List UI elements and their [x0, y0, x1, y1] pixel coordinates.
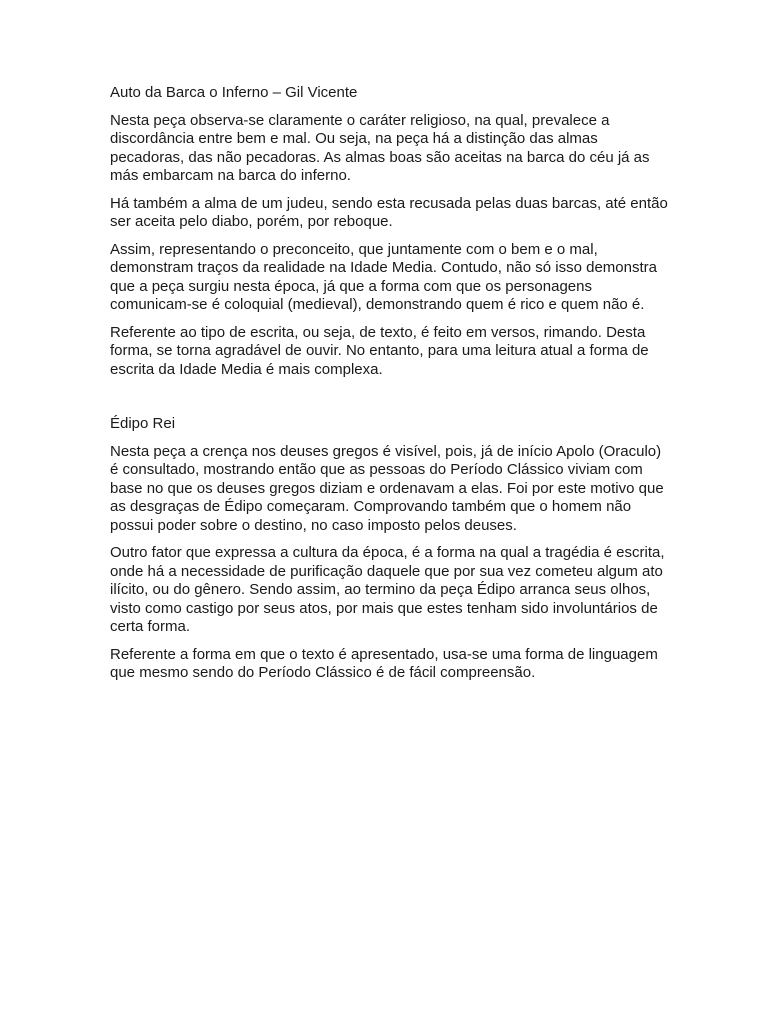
- section-title-auto-da-barca: Auto da Barca o Inferno – Gil Vicente: [110, 84, 358, 101]
- paragraph: Outro fator que expressa a cultura da época, é a forma na qual a tragédia é escrita, onde há a necessidade de purificação daquele que por sua vez cometeu algum ato ilícito, ou do gênero. Sendo assim, ao termino da peça Édipo arranca seus olhos, visto como castigo por seus atos, por mais que estes tenham sido involuntários de certa forma.: [110, 544, 665, 635]
- paragraph: Referente a forma em que o texto é apresentado, usa-se uma forma de linguagem que mesmo sendo do Período Clássico é de fácil compreensão.: [110, 645, 658, 681]
- section-title-edipo-rei: Édipo Rei: [110, 415, 176, 432]
- paragraph: Nesta peça observa-se claramente o caráter religioso, na qual, prevalece a discordância entre bem e mal. Ou seja, na peça há a distinção das almas pecadoras, das não pecadoras. As almas boas são aceitas na barca do céu já as más embarcam na barca do inferno.: [110, 111, 650, 184]
- paragraph: Referente ao tipo de escrita, ou seja, de texto, é feito em versos, rimando. Desta forma, se torna agradável de ouvir. No entanto, para uma leitura atual a forma de escrita da Idade Media é mais complexa.: [110, 323, 649, 378]
- paragraph: Nesta peça a crença nos deuses gregos é visível, pois, já de início Apolo (Oraculo) é consultado, mostrando então que as pessoas do Período Clássico viviam com base no que os deuses gregos diziam e ordenavam a elas. Foi por este motivo que as desgraças de Édipo começaram. Comprovando também que o homem não possui poder sobre o destino, no caso imposto pelos deuses.: [110, 442, 664, 534]
- paragraph: Assim, representando o preconceito, que juntamente com o bem e o mal, demonstram traços da realidade na Idade Media. Contudo, não só isso demonstra que a peça surgiu nesta época, já que a forma com que os personagens comunicam-se é coloquial (medieval), demonstrando quem é rico e quem não é.: [110, 240, 657, 313]
- document-page: [110, 84, 670, 692]
- section-spacer: [110, 388, 670, 415]
- paragraph: Há também a alma de um judeu, sendo esta recusada pelas duas barcas, até então ser aceita pelo diabo, porém, por reboque.: [110, 194, 668, 230]
